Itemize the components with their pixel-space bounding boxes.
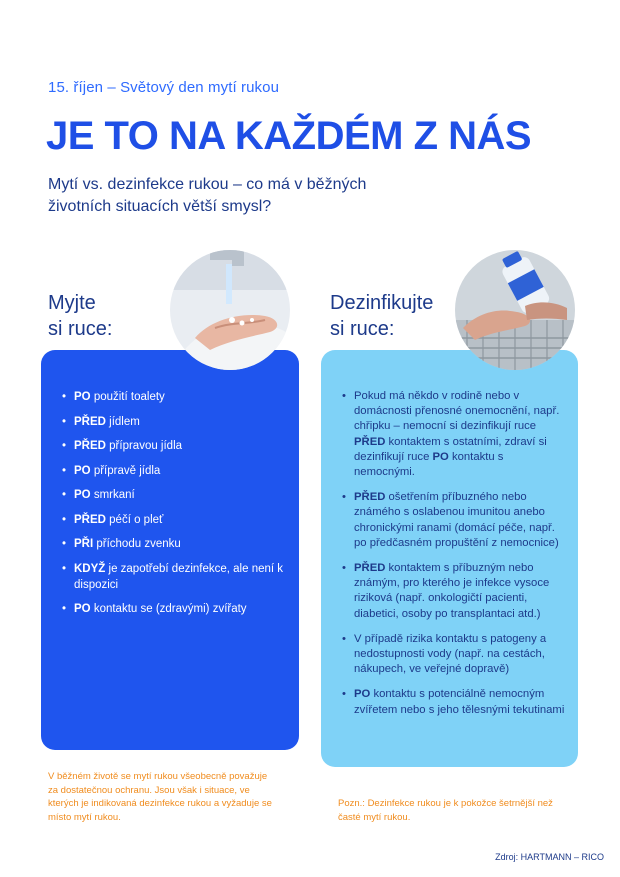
wash-hands-title bbox=[48, 290, 112, 342]
wash-hands-title-line2: si ruce: bbox=[48, 318, 113, 340]
disinfect-hands-title bbox=[330, 290, 433, 342]
list-item: • PŘI příchodu zvenku bbox=[62, 538, 181, 550]
list-item: • V případě rizika kontaktu s patogeny a nedostupnosti vody (např. na cestách, nákupech, ve veřejné dopravě) bbox=[342, 632, 547, 676]
disinfect-hands-note: Pozn.: Dezinfekce rukou je k pokožce šetrnější než časté mytí rukou. bbox=[338, 798, 553, 823]
wash-hands-title-line1: Myjte bbox=[48, 292, 96, 314]
list-item: • PŘED jídlem bbox=[62, 415, 140, 428]
list-item: • PO kontaktu s potenciálně nemocným zvířetem nebo s jeho tělesnými tekutinami bbox=[342, 688, 565, 716]
list-item: • PO smrkaní bbox=[62, 489, 135, 501]
wash-hands-list bbox=[60, 389, 285, 626]
event-kicker: 15. říjen – Světový den mytí rukou bbox=[48, 79, 280, 96]
hand-washing-photo bbox=[170, 250, 290, 370]
list-item: • PŘED péčí o pleť bbox=[62, 513, 164, 526]
wash-hands-note: V běžném životě se mytí rukou všeobecně považuje za dostatečnou ochranu. Jsou však i situace, ve kterých je indikovaná dezinfekce rukou a vyžaduje se místo mytí rukou. bbox=[48, 771, 272, 823]
page-headline: JE TO NA KAŽDÉM Z NÁS bbox=[46, 114, 532, 158]
disinfect-hands-title-line2: si ruce: bbox=[330, 318, 395, 340]
list-item: • Pokud má někdo v rodině nebo v domácnosti přenosné onemocnění, např. chřipku – nemocní si dezinfikují ruce PŘED kontaktem s ostatními, zdraví si dezinfikují ruce PO kontaktu s nemocnými. bbox=[342, 390, 560, 479]
list-item: • PO přípravě jídla bbox=[62, 464, 161, 477]
disinfect-hands-list bbox=[340, 389, 565, 728]
list-item: • PŘED kontaktem s příbuzným nebo známým, pro kterého je infekce vysoce riziková (např. onkologičtí pacienti, diabetici, osoby po transplantaci atd.) bbox=[342, 562, 550, 620]
source-credit: Zdroj: HARTMANN – RICO bbox=[495, 852, 604, 862]
disinfect-hands-title-line1: Dezinfikujte bbox=[330, 292, 434, 314]
list-item: • PŘED přípravou jídla bbox=[62, 440, 183, 452]
list-item: • PO kontaktu se (zdravými) zvířaty bbox=[62, 603, 247, 615]
list-item: • PO použití toalety bbox=[62, 391, 165, 403]
hand-disinfection-photo bbox=[455, 250, 575, 370]
list-item: • PŘED ošetřením příbuzného nebo známého s oslabenou imunitou anebo chronickými ranami (domácí péče, např. po předčasném propuštění z nemocnice) bbox=[342, 491, 559, 549]
page-subheading: Mytí vs. dezinfekce rukou – co má v běžných životních situacích větší smysl? bbox=[48, 176, 367, 215]
list-item: • KDYŽ je zapotřebí dezinfekce, ale není k dispozici bbox=[62, 562, 284, 591]
